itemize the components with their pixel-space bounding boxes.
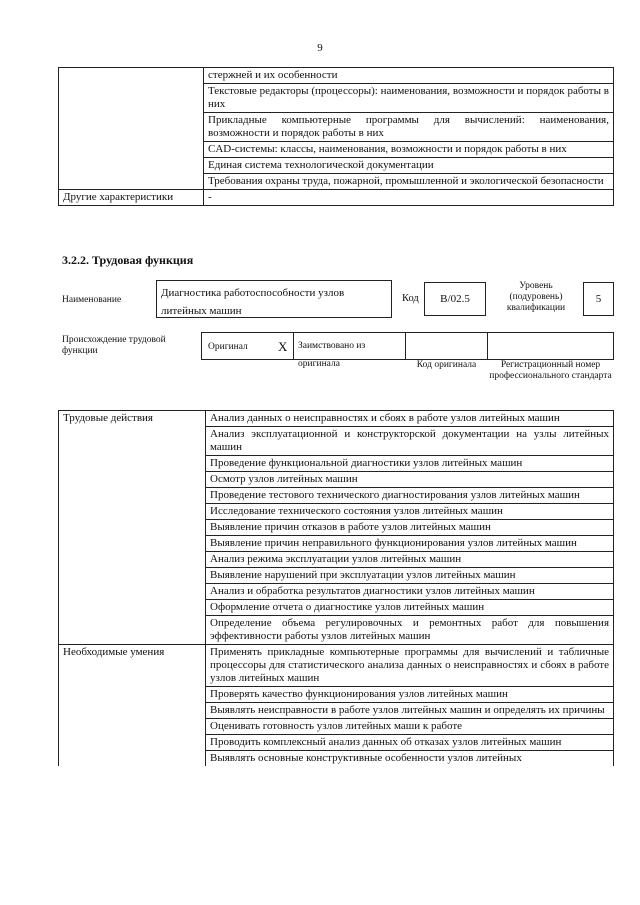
table-cell: Анализ эксплуатационной и конструкторской документации на узлы литейных машин	[206, 427, 614, 456]
table-row	[59, 190, 614, 206]
table-cell: Выявление причин отказов в работе узлов литейных машин	[206, 520, 614, 536]
table-cell: Требования охраны труда, пожарной, промышленной и экологической безопасности	[204, 174, 614, 190]
table-cell: Проводить комплексный анализ данных об отказах узлов литейных машин	[206, 735, 614, 751]
table-cell: Текстовые редакторы (процессоры): наименования, возможности и порядок работы в них	[204, 84, 614, 113]
original-code-cell	[405, 332, 488, 360]
table-cell: Единая система технологической документации	[204, 158, 614, 174]
table-row	[59, 411, 614, 427]
table-cell: Проведение тестового технического диагностирования узлов литейных машин	[206, 488, 614, 504]
code-label: Код	[402, 293, 419, 304]
name-value-box	[156, 280, 392, 318]
level-label: Уровень (подуровень) квалификации	[506, 281, 566, 313]
table-cell: -	[204, 190, 614, 206]
table-cell: Выявление причин неправильного функционирования узлов литейных машин	[206, 536, 614, 552]
table-cell: Анализ данных о неисправностях и сбоях в работе узлов литейных машин	[206, 411, 614, 427]
table-cell: Выявление нарушений при эксплуатации узлов литейных машин	[206, 568, 614, 584]
code-value: B/02.5	[440, 292, 470, 305]
row-label: Другие характеристики	[59, 190, 204, 206]
borrowed-label: Заимствовано из оригинала	[298, 341, 366, 369]
borrowed-cell	[293, 332, 406, 369]
table-cell: Оценивать готовность узлов литейных маши к работе	[206, 719, 614, 735]
table-cell: Проверять качество функционирования узлов литейных машин	[206, 687, 614, 703]
skills-label: Необходимые умения	[59, 645, 206, 767]
table-cell: Оформление отчета о диагностике узлов литейных машин	[206, 600, 614, 616]
table-cell: Исследование технического состояния узлов литейных машин	[206, 504, 614, 520]
knowledge-table	[58, 67, 614, 206]
name-value: Диагностика работоспособности узлов литейных машин	[161, 287, 345, 317]
page-number: 9	[317, 42, 323, 54]
level-value-box	[583, 282, 614, 316]
table-cell: Применять прикладные компьютерные программы для вычислений и табличные процессоры для статистического анализа данных о неисправностях и сбоях в работе узлов литейных машин	[206, 645, 614, 687]
name-label: Наименование	[62, 295, 122, 305]
code-value-box	[424, 282, 486, 316]
level-value: 5	[595, 292, 602, 305]
table-cell: Выявлять основные конструктивные особенности узлов литейных	[206, 751, 614, 767]
table-cell: Анализ и обработка результатов диагностики узлов литейных машин	[206, 584, 614, 600]
origin-label: Происхождение трудовой функции	[62, 335, 166, 356]
table-cell: CAD-системы: классы, наименования, возможности и порядок работы в них	[204, 142, 614, 158]
table-cell: Осмотр узлов литейных машин	[206, 472, 614, 488]
table-cell: Прикладные компьютерные программы для вычислений: наименования, возможности и порядок работы в них	[204, 113, 614, 142]
function-table	[58, 410, 614, 766]
code-caption: Код оригинала	[416, 360, 477, 370]
row-label	[59, 68, 204, 190]
original-label: Оригинал	[208, 342, 248, 352]
table-cell: Проведение функциональной диагностики узлов литейных машин	[206, 456, 614, 472]
actions-label: Трудовые действия	[59, 411, 206, 645]
reg-number-cell	[487, 332, 614, 360]
table-cell: Выявлять неисправности в работе узлов литейных машин и определять их причины	[206, 703, 614, 719]
section-title: 3.2.2. Трудовая функция	[62, 253, 194, 267]
table-cell: Анализ режима эксплуатации узлов литейных машин	[206, 552, 614, 568]
table-row	[59, 645, 614, 687]
original-mark: X	[278, 339, 288, 354]
table-row	[59, 68, 614, 84]
reg-caption: Регистрационный номер профессионального стандарта	[489, 360, 612, 381]
table-cell: Определение объема регулировочных и ремонтных работ для повышения эффективности работы узлов литейных машин	[206, 616, 614, 645]
original-cell	[201, 332, 294, 360]
table-cell: стержней и их особенности	[204, 68, 614, 84]
